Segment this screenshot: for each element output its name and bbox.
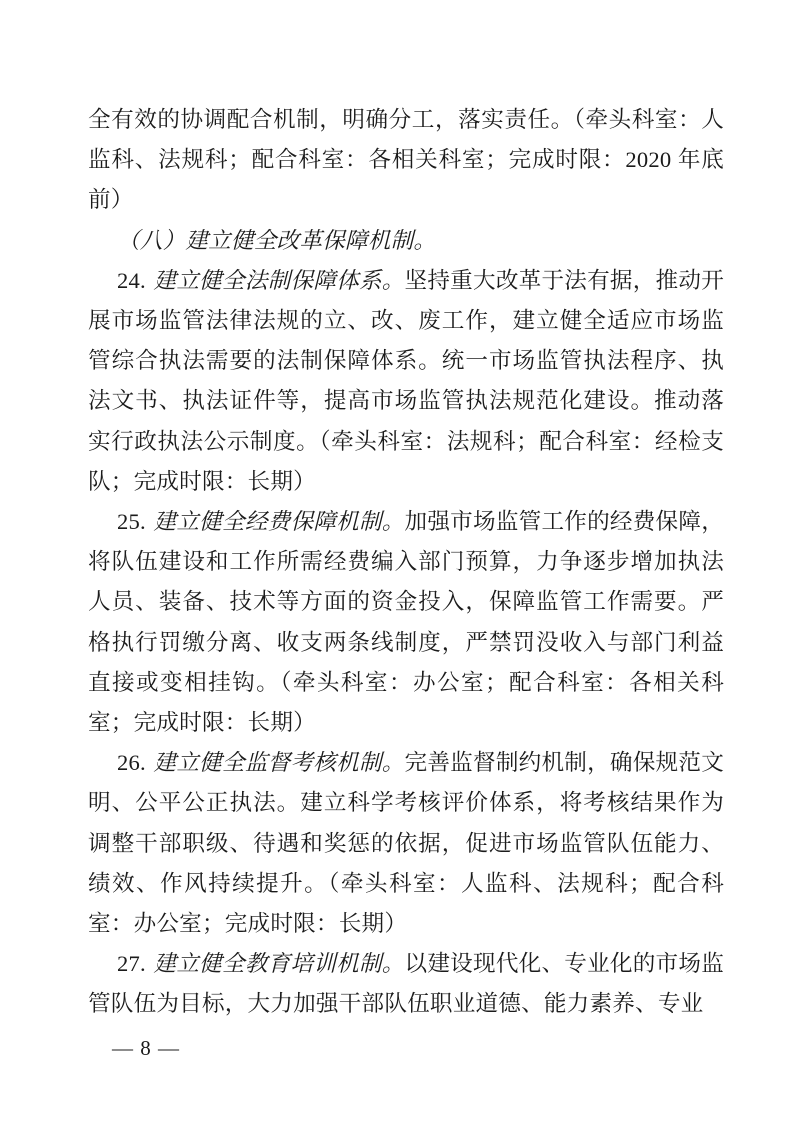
page-content	[88, 100, 724, 1025]
item-paragraph-25	[88, 502, 724, 743]
item-title: 建立健全监督考核机制。	[153, 750, 405, 776]
page-number-footer: — 8 —	[112, 1036, 180, 1060]
continuation-paragraph: 全有效的协调配合机制，明确分工，落实责任。（牵头科室：人监科、法规科；配合科室：各相关科室；完成时限：2020 年底前）	[88, 107, 724, 213]
item-body: 以建设现代化、专业化的市场监管队伍为目标，大力加强干部队伍职业道德、能力素养、专业	[88, 951, 724, 1017]
section-heading: （八）建立健全改革保障机制。	[117, 227, 437, 253]
item-number: 26.	[117, 750, 146, 776]
item-body: 加强市场监管工作的经费保障，将队伍建设和工作所需经费编入部门预算，力争逐步增加执法人员、装备、技术等方面的资金投入，保障监管工作需要。严格执行罚缴分离、收支两条线制度，严禁罚没收入与部门利益直接或变相挂钩。（牵头科室：办公室；配合科室：各相关科室；完成时限：长期）	[88, 509, 724, 736]
item-paragraph-26	[88, 743, 724, 944]
item-paragraph-24	[88, 261, 724, 502]
item-title: 建立健全教育培训机制。	[153, 951, 405, 977]
item-number: 24.	[117, 267, 146, 293]
item-number: 27.	[117, 951, 146, 977]
item-body: 坚持重大改革于法有据，推动开展市场监管法律法规的立、改、废工作，建立健全适应市场监管综合执法需要的法制保障体系。统一市场监管执法程序、执法文书、执法证件等，提高市场监管执法规范化建设。推动落实行政执法公示制度。（牵头科室：法规科；配合科室：经检支队；完成时限：长期）	[88, 267, 724, 494]
item-paragraph-27	[88, 944, 724, 1024]
item-number: 25.	[117, 509, 146, 535]
item-body: 完善监督制约机制，确保规范文明、公平公正执法。建立科学考核评价体系，将考核结果作为调整干部职级、待遇和奖惩的依据，促进市场监管队伍能力、绩效、作风持续提升。（牵头科室：人监科、法规科；配合科室：办公室；完成时限：长期）	[88, 750, 724, 937]
item-title: 建立健全法制保障体系。	[153, 267, 405, 293]
item-title: 建立健全经费保障机制。	[153, 509, 405, 535]
